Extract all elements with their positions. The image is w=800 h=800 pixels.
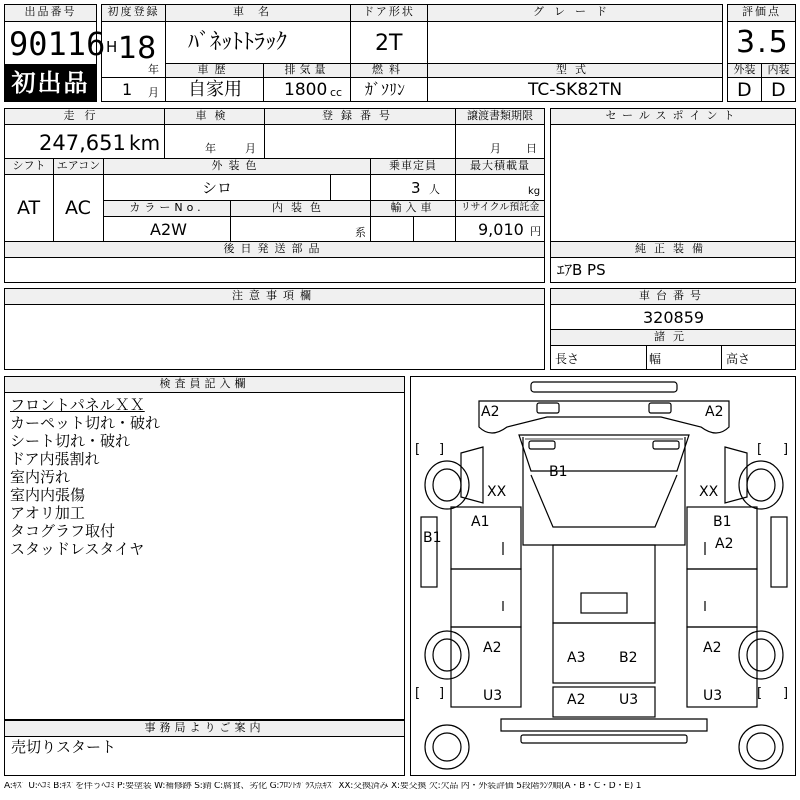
load-cell: [455, 174, 545, 201]
mark-left-wheel-front: XX: [487, 484, 507, 500]
fuel-label: 燃料: [350, 63, 428, 78]
fuel-cell: [350, 77, 428, 102]
int-color-cell: [230, 216, 371, 242]
later-parts-cell: [4, 257, 545, 283]
mark-front-left: A2: [481, 404, 500, 420]
mileage: 247,651: [39, 131, 126, 155]
insp-year-unit: 年: [205, 142, 216, 155]
capacity-label: 乗車定員: [370, 158, 456, 175]
history: 自家用: [188, 79, 242, 100]
mark-bed-2: B2: [619, 650, 638, 666]
ext-color-cell: [103, 174, 331, 201]
mileage-cell: [4, 124, 165, 159]
shift: AT: [17, 197, 41, 219]
office-message: 売切りスタート: [11, 738, 117, 756]
mark-left-door: A1: [471, 514, 490, 530]
comment-line: アオリ加工: [10, 504, 85, 522]
color-no-cell: [103, 216, 231, 242]
import-cell-2: [413, 216, 456, 242]
capacity: 3: [411, 179, 421, 197]
mark-rear-left: A2: [483, 640, 502, 656]
inspection-cell: [164, 124, 265, 159]
import-cell-1: [370, 216, 414, 242]
bracket-open: [: [415, 442, 421, 457]
reg-year: 18: [118, 31, 157, 66]
first-reg-month-cell: [101, 77, 166, 102]
transfer-label: 譲渡書類期限: [455, 108, 545, 125]
genuine: ｴｱB PS: [557, 261, 606, 279]
comment-line: 室内内張傷: [10, 486, 86, 504]
bracket-close: ]: [439, 686, 445, 701]
yen-unit: 円: [530, 225, 541, 238]
ext-color-extra-cell: [330, 174, 371, 201]
genuine-cell: [550, 257, 796, 283]
bracket-open: [: [757, 686, 763, 701]
model-label: 型式: [427, 63, 723, 78]
capacity-cell: [370, 174, 456, 201]
comment-line: 室内汚れ: [10, 468, 71, 486]
score-cell: [727, 21, 796, 64]
length-label: 長さ: [555, 352, 580, 366]
int-color-unit: 系: [355, 226, 366, 239]
genuine-label: 純正装備: [550, 241, 796, 258]
mark-tail-2: U3: [619, 692, 639, 708]
first-listing-badge: 初出品: [4, 64, 97, 102]
car-name-cell: [165, 21, 351, 64]
interior-grade: D: [771, 79, 786, 101]
door-cell: [350, 21, 428, 64]
chassis-cell: [550, 304, 796, 330]
car-name-label: 車名: [165, 4, 351, 22]
era: H: [106, 38, 118, 56]
transfer-day-unit: 日: [526, 142, 537, 155]
bracket-close: ]: [439, 442, 445, 457]
mark-tail-1: A2: [567, 692, 586, 708]
spec-height-cell: [721, 345, 796, 370]
bracket-close: ]: [783, 686, 789, 701]
first-reg-label: 初度登録: [101, 4, 166, 22]
ac: AC: [65, 197, 91, 219]
year-unit: 年: [148, 63, 159, 76]
month-unit: 月: [148, 86, 159, 99]
recycle-label: リサイクル預託金: [455, 200, 545, 217]
exterior-label: 外装: [727, 63, 762, 78]
int-color-label: 内装色: [230, 200, 371, 217]
interior-grade-cell: [761, 77, 796, 102]
reg-no-label: 登録番号: [264, 108, 456, 125]
reg-no-cell: [264, 124, 456, 159]
displacement: 1800: [284, 80, 328, 100]
truck-outline: [411, 377, 797, 777]
door-type: 2T: [375, 31, 403, 56]
sales-points-cell: [550, 124, 796, 242]
mark-right-wheel-front: XX: [699, 484, 719, 500]
inspection-label: 車検: [164, 108, 265, 125]
office-label: 事務局よりご案内: [4, 720, 405, 737]
mark-rear-left-2: U3: [483, 688, 503, 704]
height-label: 高さ: [726, 352, 751, 366]
inspector-label: 検査員記入欄: [4, 376, 405, 393]
load-label: 最大積載量: [455, 158, 545, 175]
comment-line: タコグラフ取付: [10, 522, 116, 540]
mark-left-side: B1: [423, 530, 442, 546]
mark-rear-right: A2: [703, 640, 722, 656]
recycle-cell: [455, 216, 545, 242]
bracket-close: ]: [783, 442, 789, 457]
cc-unit: cc: [330, 86, 343, 99]
ac-cell: [53, 174, 104, 242]
km-unit: km: [129, 131, 161, 155]
mark-right-door-1: B1: [713, 514, 732, 530]
color-no: A2W: [150, 220, 187, 239]
insp-month-unit: 月: [245, 142, 256, 155]
lot-no-cell: [4, 21, 106, 65]
transfer-cell: [455, 124, 545, 159]
ext-color: シロ: [202, 179, 233, 197]
comment-line: カーペット切れ・破れ: [10, 414, 161, 432]
kg-unit: kg: [528, 186, 541, 197]
bracket-open: [: [415, 686, 421, 701]
spec-length-cell: [550, 345, 647, 370]
caution-cell: [4, 304, 545, 370]
sales-points-label: セールスポイント: [550, 108, 796, 125]
mark-front-right: A2: [705, 404, 724, 420]
comment-line: スタッドレスタイヤ: [10, 540, 145, 558]
score: 3.5: [736, 25, 790, 60]
ext-color-label: 外装色: [103, 158, 371, 175]
recycle: 9,010: [478, 220, 524, 239]
car-name: ﾊﾞﾈｯﾄﾄﾗｯｸ: [188, 30, 288, 55]
mark-right-door-2: A2: [715, 536, 734, 552]
legend: A:ｷｽﾞ U:ﾍｺﾐ B:ｷｽﾞを伴うﾍｺﾐ P:要塗装 W:補修跡 S:錆 C:腐食、劣化 G:ﾌﾛﾝﾄｶﾞﾗｽ点ｷｽﾞ XX:交換済み X:要交換 欠:欠品 内・外装評価 5段階ﾗﾝｸ順(A・B・C・D・E) 1: [4, 782, 642, 791]
specs-label: 諸元: [550, 329, 796, 346]
history-cell: [165, 77, 264, 102]
color-no-label: カラーNo.: [103, 200, 231, 217]
office-cell: [4, 736, 405, 776]
import-label: 輸入車: [370, 200, 456, 217]
exterior-grade: D: [737, 79, 752, 101]
displacement-label: 排気量: [263, 63, 351, 78]
model: TC-SK82TN: [528, 80, 623, 100]
comment-line: ドア内張割れ: [10, 450, 100, 468]
ac-label: エアコン: [53, 158, 104, 175]
score-label: 評価点: [727, 4, 796, 22]
inspector-comments: [4, 392, 405, 720]
door-label: ドア形状: [350, 4, 428, 22]
history-label: 車歴: [165, 63, 264, 78]
lot-no: 90116: [9, 25, 106, 63]
shift-label: シフト: [4, 158, 54, 175]
chassis-label: 車台番号: [550, 288, 796, 305]
transfer-month-unit: 月: [490, 142, 501, 155]
comment-line: フロントパネルＸＸ: [10, 396, 145, 414]
lot-no-label: 出品番号: [4, 4, 97, 22]
later-parts-label: 後日発送部品: [4, 241, 545, 258]
caution-label: 注意事項欄: [4, 288, 545, 305]
displacement-cell: [263, 77, 351, 102]
model-cell: [427, 77, 723, 102]
chassis: 320859: [643, 308, 705, 327]
mark-rear-right-2: U3: [703, 688, 723, 704]
fuel: ｶﾞｿﾘﾝ: [365, 80, 406, 99]
exterior-grade-cell: [727, 77, 762, 102]
width-label: 幅: [649, 352, 662, 366]
grade-cell: [427, 21, 723, 64]
comment-line: シート切れ・破れ: [10, 432, 131, 450]
vehicle-diagram: [410, 376, 796, 776]
grade-label: グレード: [427, 4, 723, 22]
mark-bed-1: A3: [567, 650, 586, 666]
person-unit: 人: [429, 183, 440, 196]
mileage-label: 走行: [4, 108, 165, 125]
spec-width-cell: [646, 345, 722, 370]
mark-cabin-roof: B1: [549, 464, 568, 480]
interior-label: 内装: [761, 63, 796, 78]
first-reg-year-cell: [101, 21, 166, 78]
shift-cell: [4, 174, 54, 242]
reg-month: 1: [122, 80, 133, 99]
bracket-open: [: [757, 442, 763, 457]
